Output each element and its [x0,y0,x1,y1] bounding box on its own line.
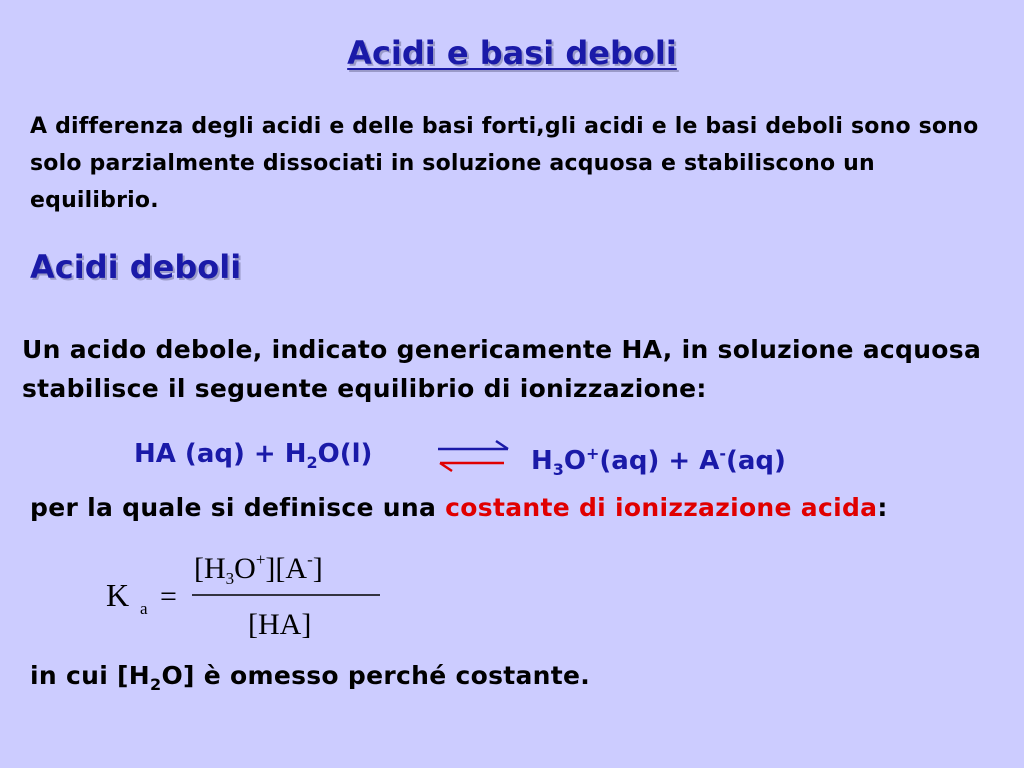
closing-line [30,656,590,705]
equation-text: (aq) [726,446,786,476]
formula-k: K [106,577,130,613]
formula-equals: = [160,580,177,613]
definition-line [30,488,888,528]
equation-products [531,434,786,479]
equation-text: (aq) + A [599,446,720,476]
equation-subscript: 3 [552,460,564,479]
numerator-part: O [234,552,256,585]
intro-paragraph: A differenza degli acidi e delle basi forti,gli acidi e le basi deboli sono sono solo parzialmente dissociati in soluzione acquosa e stabiliscono un equilibrio. [30,114,979,213]
formula-denominator: [HA] [248,608,312,641]
equation-text: O(l) [317,439,373,469]
equation-subscript: 2 [306,453,318,472]
equation-text: HA (aq) + H [134,439,307,469]
section-subtitle: Acidi deboli [30,248,242,286]
formula-numerator [194,550,323,588]
slide-title: Acidi e basi deboli [347,34,677,72]
definition-text: per la quale si definisce una [30,493,446,522]
equilibrium-arrows-icon [434,438,514,474]
definition-highlight: costante di ionizzazione acida [445,493,878,522]
closing-subscript: 2 [150,675,162,694]
ka-formula [100,544,400,650]
definition-colon: : [877,493,888,522]
closing-text: O] è omesso perché costante. [161,661,591,690]
closing-text: in cui [H [30,661,151,690]
equation-reactants [134,434,372,474]
numerator-part: ] [312,552,323,585]
numerator-superscript: - [307,550,313,569]
numerator-subscript: 3 [225,569,235,588]
formula-k-subscript: a [140,599,148,618]
equation-superscript: + [586,444,600,463]
numerator-superscript: + [255,550,266,569]
equation-text: O [563,446,587,476]
numerator-part: ][A [265,552,308,585]
ionization-paragraph: Un acido debole, indicato genericamente HA, in soluzione acquosa stabilisce il seguente equilibrio di ionizzazione: [22,335,982,403]
equation-text: H [531,446,553,476]
equation-superscript: - [719,444,726,463]
numerator-part: [H [194,552,226,585]
